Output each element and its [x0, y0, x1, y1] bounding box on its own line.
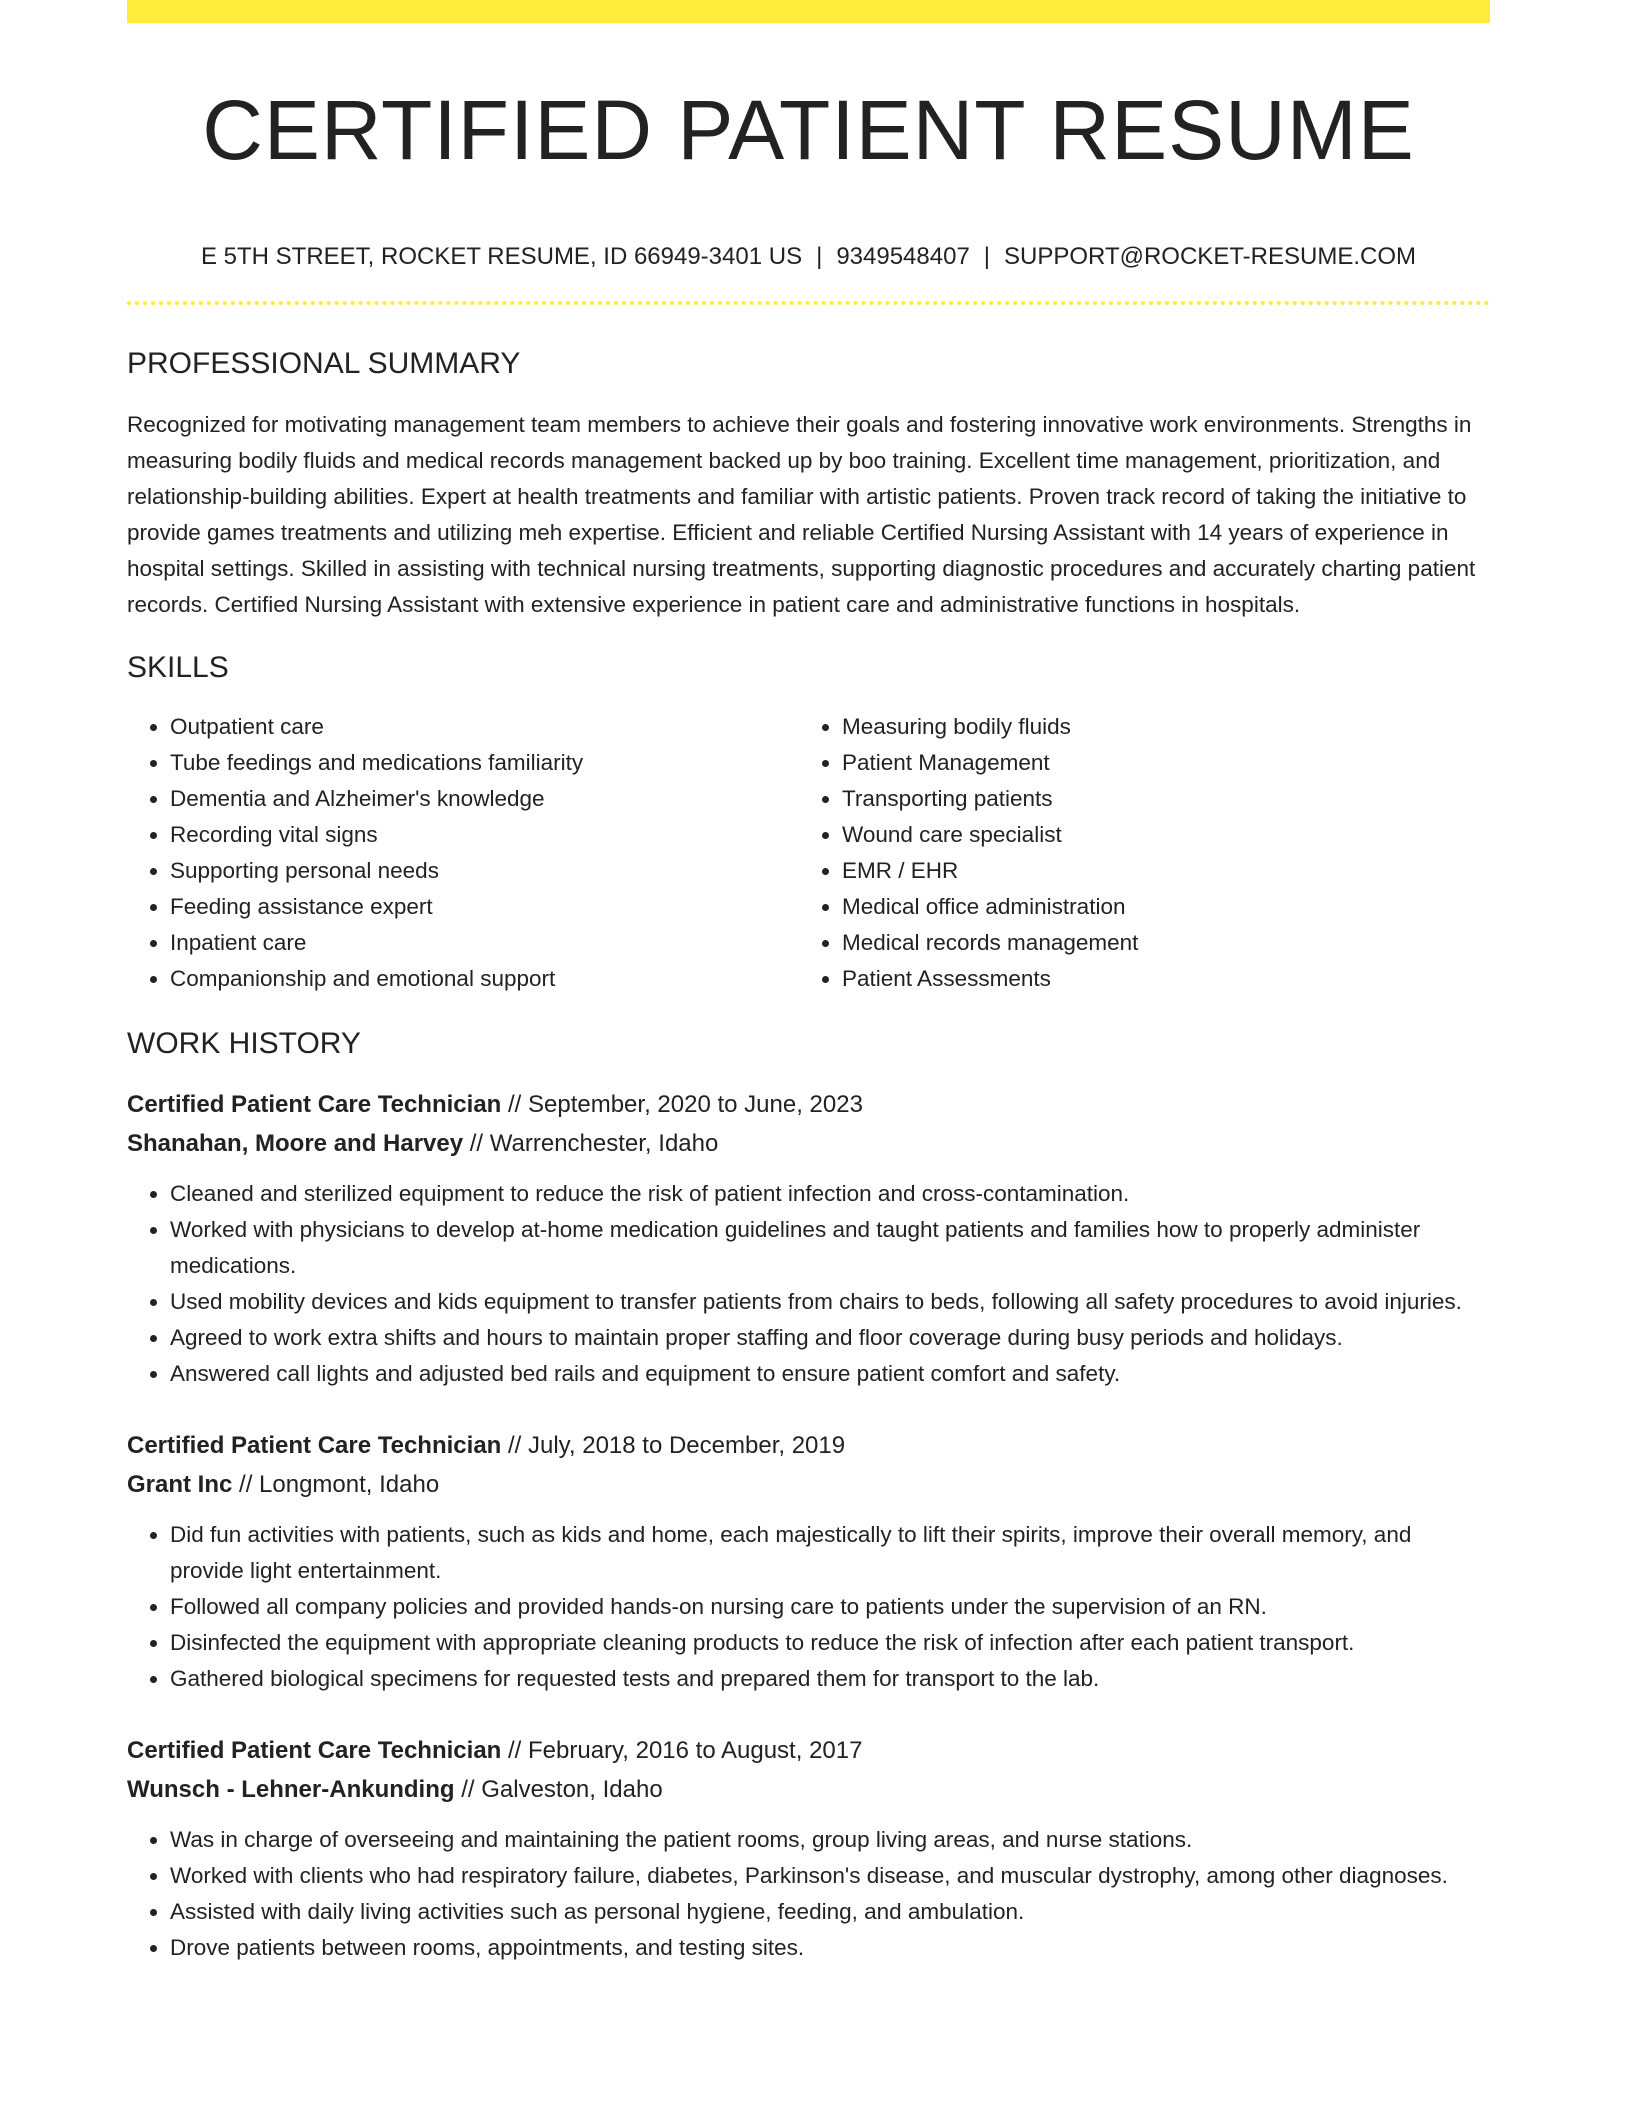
job-dates: February, 2016 to August, 2017 — [528, 1737, 863, 1764]
job-bullets — [127, 1517, 1490, 1697]
job-bullet: • Agreed to work extra shifts and hours to maintain proper staffing and floor coverage during busy periods and holidays. — [170, 1320, 1490, 1356]
job-bullet: • Disinfected the equipment with appropriate cleaning products to reduce the risk of infection after each patient transport. — [170, 1625, 1490, 1661]
job-company: Shanahan, Moore and Harvey — [127, 1130, 464, 1157]
skills-columns — [127, 709, 1490, 997]
job-bullet: • Was in charge of overseeing and maintaining the patient rooms, group living areas, and nurse stations. — [170, 1822, 1490, 1858]
job-bullet: • Drove patients between rooms, appointments, and testing sites. — [170, 1930, 1490, 1966]
job-bullet: • Cleaned and sterilized equipment to reduce the risk of patient infection and cross-contamination. — [170, 1176, 1490, 1212]
skill-item: • Wound care specialist — [842, 817, 1462, 853]
job-divider: // — [232, 1471, 260, 1498]
job-bullets — [127, 1176, 1490, 1392]
job-dates: September, 2020 to June, 2023 — [528, 1091, 863, 1118]
summary-text: Recognized for motivating management team members to achieve their goals and fostering innovative work environments. Strengths in measuring bodily fluids and medical records management backed up by boo training. Excellent time management, prioritization, and relationship-building abilities. Expert at health treatments and familiar with artistic patients. Proven track record of taking the initiative to provide games treatments and utilizing meh expertise. Efficient and reliable Certified Nursing Assistant with 14 years of experience in hospital settings. Skilled in assisting with technical nursing treatments, supporting diagnostic procedures and accurately charting patient records. Certified Nursing Assistant with extensive experience in patient care and administrative functions in hospitals. — [127, 412, 1476, 617]
job-title: Certified Patient Care Technician — [127, 1432, 502, 1459]
work-history-heading: WORK HISTORY — [127, 1027, 361, 1060]
job-company-line — [127, 1465, 1490, 1504]
skill-item: • Transporting patients — [842, 781, 1462, 817]
skills-heading: SKILLS — [127, 651, 229, 684]
job-title-line — [127, 1085, 1490, 1124]
job-bullet: • Assisted with daily living activities such as personal hygiene, feeding, and ambulation. — [170, 1894, 1490, 1930]
skill-item: • Supporting personal needs — [170, 853, 799, 889]
contact-phone: 9349548407 — [836, 243, 970, 270]
job-divider: // — [454, 1776, 482, 1803]
contact-separator: | — [816, 243, 823, 270]
job-bullets — [127, 1822, 1490, 1966]
job-company-line — [127, 1770, 1490, 1809]
job-location: Warrenchester, Idaho — [489, 1130, 719, 1157]
skills-list-right — [799, 709, 1462, 997]
job-divider: // — [501, 1091, 528, 1118]
job-bullet: • Worked with physicians to develop at-home medication guidelines and taught patients and families how to properly administer medications. — [170, 1212, 1490, 1284]
contact-line — [127, 242, 1490, 272]
skill-item: • Inpatient care — [170, 925, 799, 961]
job-title-line — [127, 1426, 1490, 1465]
skill-item: • Recording vital signs — [170, 817, 799, 853]
skill-item: • Outpatient care — [170, 709, 799, 745]
job-title-line — [127, 1731, 1490, 1770]
accent-top-bar — [127, 0, 1490, 23]
job-company: Grant Inc — [127, 1471, 233, 1498]
skill-item: • Feeding assistance expert — [170, 889, 799, 925]
job-bullet: • Used mobility devices and kids equipment to transfer patients from chairs to beds, following all safety procedures to avoid injuries. — [170, 1284, 1490, 1320]
job-entry — [127, 1426, 1490, 1697]
job-divider: // — [463, 1130, 490, 1157]
contact-separator: | — [983, 243, 991, 270]
contact-address: E 5TH STREET, ROCKET RESUME, ID 66949-3401 US — [200, 243, 803, 270]
skill-item: • Measuring bodily fluids — [842, 709, 1462, 745]
skill-item: • Tube feedings and medications familiarity — [170, 745, 799, 781]
job-location: Galveston, Idaho — [481, 1776, 663, 1803]
job-bullet: • Answered call lights and adjusted bed rails and equipment to ensure patient comfort and safety. — [170, 1356, 1490, 1392]
skill-item: • Patient Assessments — [842, 961, 1462, 997]
job-bullet: • Worked with clients who had respiratory failure, diabetes, Parkinson's disease, and muscular dystrophy, among other diagnoses. — [170, 1858, 1490, 1894]
job-dates: July, 2018 to December, 2019 — [528, 1432, 846, 1459]
job-bullet: • Gathered biological specimens for requested tests and prepared them for transport to the lab. — [170, 1661, 1490, 1697]
skill-item: • Medical office administration — [842, 889, 1462, 925]
job-bullet: • Followed all company policies and provided hands-on nursing care to patients under the supervision of an RN. — [170, 1589, 1490, 1625]
summary-heading: PROFESSIONAL SUMMARY — [127, 347, 521, 380]
contact-email: SUPPORT@ROCKET-RESUME.COM — [1004, 243, 1416, 270]
job-divider: // — [501, 1737, 528, 1764]
resume-content — [127, 23, 1490, 1966]
job-divider: // — [501, 1432, 528, 1459]
job-title: Certified Patient Care Technician — [127, 1091, 502, 1118]
job-bullet: • Did fun activities with patients, such as kids and home, each majestically to lift their spirits, improve their overall memory, and provide light entertainment. — [170, 1517, 1490, 1589]
skill-item: • Medical records management — [842, 925, 1462, 961]
skill-item: • EMR / EHR — [842, 853, 1462, 889]
skill-item: • Companionship and emotional support — [170, 961, 799, 997]
skill-item: • Dementia and Alzheimer's knowledge — [170, 781, 799, 817]
job-location: Longmont, Idaho — [259, 1471, 440, 1498]
resume-title: CERTIFIED PATIENT RESUME — [202, 83, 1415, 177]
job-company: Wunsch - Lehner-Ankunding — [127, 1776, 455, 1803]
job-company-line — [127, 1124, 1490, 1163]
dotted-divider — [127, 301, 1490, 305]
skills-list-left — [127, 709, 799, 997]
job-title: Certified Patient Care Technician — [127, 1737, 502, 1764]
job-entry — [127, 1731, 1490, 1966]
job-entry — [127, 1085, 1490, 1392]
skill-item: • Patient Management — [842, 745, 1462, 781]
